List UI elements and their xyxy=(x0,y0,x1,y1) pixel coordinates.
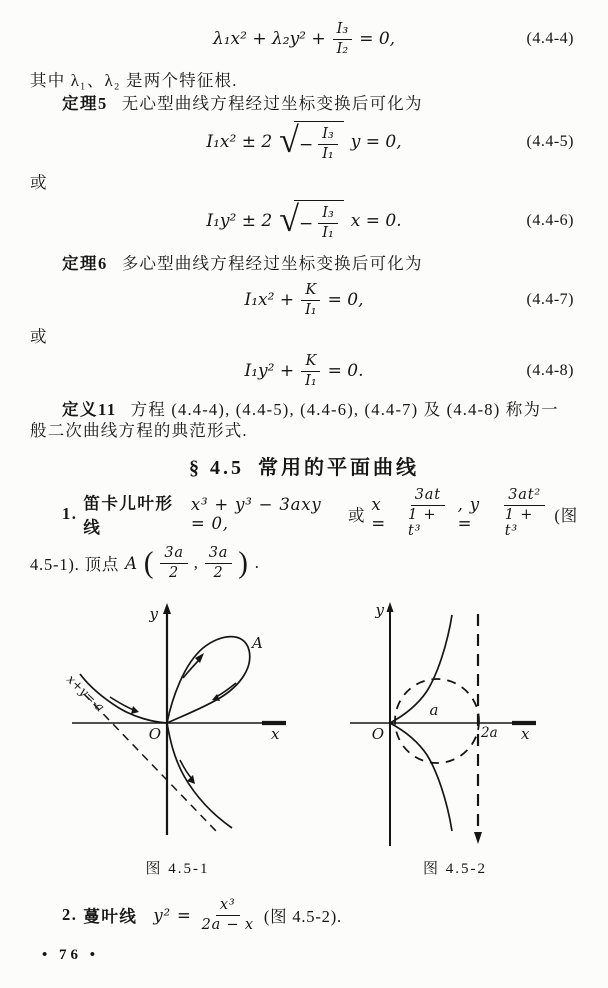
fraction-numerator: 3at xyxy=(411,487,445,506)
fraction-numerator: 3a xyxy=(205,545,232,564)
equation-lhs: I₁y² ± 2 xyxy=(206,211,273,231)
fraction-numerator: K xyxy=(301,282,320,301)
definition-11-label: 定义11 xyxy=(62,400,117,419)
left-paren: ( xyxy=(143,545,155,580)
comma: , xyxy=(193,553,199,573)
origin-label: O xyxy=(371,725,384,744)
equation-lhs: I₁x² + xyxy=(244,290,295,310)
fraction-numerator: 3at² xyxy=(504,487,545,506)
direction-arrow xyxy=(180,760,192,779)
sqrt-radicand xyxy=(294,121,344,162)
theorem-5-label: 定理5 xyxy=(62,94,108,113)
asymptote-dashed-line xyxy=(84,694,216,831)
equation-lhs: λ₁x² + λ₂y² + xyxy=(212,29,326,49)
fraction-numerator: x³ xyxy=(216,897,240,916)
equation-4-4-4 xyxy=(30,16,578,62)
equation-4-4-8 xyxy=(30,349,578,393)
cissoid-plot xyxy=(340,598,570,848)
equation-number: (4.4-5) xyxy=(526,133,574,150)
origin-label: O xyxy=(148,725,161,744)
fraction-denominator: 2a − x xyxy=(201,916,254,933)
sqrt-sign: √ xyxy=(279,119,299,160)
equation-4-4-5 xyxy=(30,116,578,168)
fraction-denominator: I₁ xyxy=(322,146,334,162)
cissoid-upper-branch-curve xyxy=(390,615,452,723)
equation-number: (4.4-8) xyxy=(526,362,574,379)
fraction-numerator: I₃ xyxy=(333,21,353,40)
item-1-y-param: , y = xyxy=(457,494,480,533)
item-1-or: 或 xyxy=(348,505,366,525)
equation-lhs: I₁y² + xyxy=(244,361,295,381)
equation-rhs: y = 0, xyxy=(350,132,402,152)
equation-rhs: = 0, xyxy=(327,290,364,310)
definition-11-line-2: 般二次曲线方程的典范形式. xyxy=(30,421,248,440)
fraction xyxy=(301,353,321,389)
section-number: § 4.5 xyxy=(189,457,244,479)
equation-number: (4.4-4) xyxy=(526,30,574,47)
fraction-denominator: 2 xyxy=(169,564,180,581)
item-1-number: 1. xyxy=(62,503,78,523)
fraction-numerator: K xyxy=(301,353,320,372)
item-1-line-2 xyxy=(30,542,578,584)
item-1-name: 笛卡儿叶形线 xyxy=(83,493,174,537)
equation-rhs: x = 0. xyxy=(350,211,402,231)
fraction-denominator: I₂ xyxy=(336,40,349,57)
asymptote-equation-label: x+y=-a xyxy=(63,671,108,715)
equation-4-4-6 xyxy=(30,195,578,247)
item-2-line xyxy=(30,894,578,936)
section-heading xyxy=(30,451,578,481)
item-1-figure-ref-close: 4.5-1). 顶点 xyxy=(30,555,120,575)
definition-11-text: 方程 (4.4-4), (4.4-5), (4.4-6), (4.4-7) 及 (4.4-8) 称为一 xyxy=(130,400,559,419)
sqrt-sign: √ xyxy=(279,198,299,239)
direction-arrowhead-icon xyxy=(131,706,139,714)
item-1-equation: x³ + y³ − 3axy = 0, xyxy=(190,494,322,533)
item-1-x-param: x = xyxy=(371,494,386,533)
fraction-denominator: I₁ xyxy=(305,372,317,389)
captions-row xyxy=(30,857,578,878)
fraction xyxy=(301,282,321,318)
equation-lhs: I₁x² ± 2 xyxy=(206,132,273,152)
fraction xyxy=(501,487,549,540)
folium-of-descartes-plot xyxy=(60,598,295,848)
fraction-numerator: I₃ xyxy=(318,126,338,145)
or-line: 或 xyxy=(30,173,48,192)
sqrt-radical xyxy=(279,200,344,241)
fraction xyxy=(318,126,338,162)
fraction-denominator: 1 + t³ xyxy=(504,506,534,540)
equation-number: (4.4-7) xyxy=(526,291,574,308)
fraction xyxy=(198,897,258,933)
fraction xyxy=(160,545,187,581)
y-axis-label: y xyxy=(149,605,158,624)
radius-a-label: a xyxy=(429,701,439,720)
item-2-equation-lhs: y² = xyxy=(153,905,192,925)
figure-4-5-1-caption: 图 4.5-1 xyxy=(145,861,210,878)
period: . xyxy=(254,553,260,573)
vertex-a-label: A xyxy=(252,634,263,653)
right-paren: ) xyxy=(238,545,249,580)
fraction-numerator: I₃ xyxy=(318,205,338,224)
equation-rhs: = 0, xyxy=(359,29,396,49)
sqrt-radicand xyxy=(294,200,344,241)
theorem-6-label: 定理6 xyxy=(62,254,108,273)
minus-sign: − xyxy=(298,213,314,234)
item-2-number: 2. xyxy=(62,905,78,925)
fraction-denominator: I₁ xyxy=(322,225,334,241)
sqrt-radical xyxy=(279,121,344,162)
intro-line: 其中 λ₁、λ₂ 是两个特征根. xyxy=(30,71,238,90)
section-title: 常用的平面曲线 xyxy=(258,457,419,479)
item-2-name: 蔓叶线 xyxy=(83,907,138,927)
figures-row xyxy=(30,598,578,853)
theorem-5 xyxy=(30,93,578,114)
item-1-line-1 xyxy=(30,487,578,540)
or-line: 或 xyxy=(30,327,48,346)
fraction-denominator: I₁ xyxy=(305,301,317,318)
asymptote-arrowhead-icon xyxy=(474,832,482,844)
two-a-label: 2a xyxy=(481,725,498,742)
page-number: • 76 • xyxy=(42,947,100,963)
fraction xyxy=(404,487,452,540)
fraction xyxy=(318,205,338,241)
y-axis-arrow-icon xyxy=(387,602,394,612)
fraction-numerator: 3a xyxy=(160,545,187,564)
vertex-label: A xyxy=(125,553,138,573)
y-axis-label: y xyxy=(375,601,384,620)
folium-loop-curve xyxy=(167,637,250,723)
fraction xyxy=(333,21,353,57)
item-1-figure-ref-open: (图 xyxy=(554,505,579,525)
theorem-5-text: 无心型曲线方程经过坐标变换后可化为 xyxy=(121,94,423,113)
item-2-figure-ref: (图 4.5-2). xyxy=(263,907,342,927)
equation-4-4-7 xyxy=(30,278,578,322)
figure-4-5-2-caption: 图 4.5-2 xyxy=(423,861,487,878)
generating-circle-dashed xyxy=(395,679,479,763)
folium-lower-branch-curve xyxy=(167,723,232,828)
theorem-6 xyxy=(30,253,578,274)
fraction-denominator: 1 + t³ xyxy=(408,506,437,540)
equation-rhs: = 0. xyxy=(327,361,364,381)
x-axis-label: x xyxy=(271,725,280,744)
x-axis-label: x xyxy=(521,725,530,744)
equation-number: (4.4-6) xyxy=(526,212,574,229)
figure-4-5-2 xyxy=(340,598,570,853)
figure-4-5-1 xyxy=(60,598,295,853)
theorem-6-text: 多心型曲线方程经过坐标变换后可化为 xyxy=(121,254,423,273)
y-axis-arrow-icon xyxy=(163,603,171,614)
fraction xyxy=(205,545,232,581)
minus-sign: − xyxy=(298,134,314,155)
fraction-denominator: 2 xyxy=(213,564,224,581)
definition-11-line-1 xyxy=(30,399,578,420)
